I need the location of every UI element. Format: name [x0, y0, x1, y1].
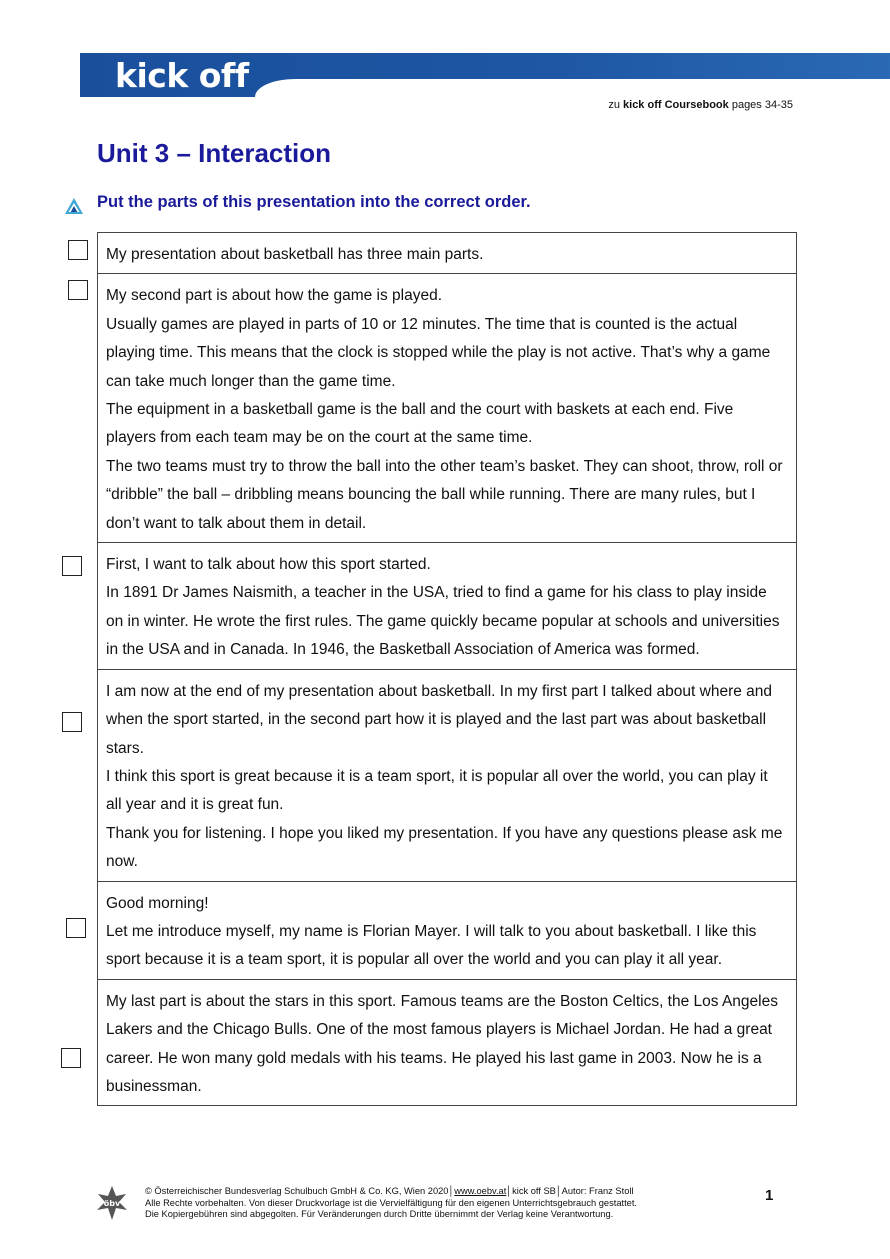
page-title: Unit 3 – Interaction [97, 138, 332, 168]
footer-legal: © Österreichischer Bundesverlag Schulbuch GmbH & Co. KG, Wien 2020│www.oebv.at│kick off SB│Autor: Franz Stoll Alle Rechte vorbehalten. Von dieser Druckvorlage ist die Vervielfältigung für den eigenen Unterrichtsgebrauch gestattet. Die Kopiergebühren sind abgegolten. Für Veränderungen durch Dritte übernimmt der Verlag keine Verantwortung. [145, 1186, 637, 1219]
part-how-game-is-played: My second part is about how the game is played. Usually games are played in parts of 10 or 12 minutes. The time that is counted is the actual playing time. This means that the clock is stopped while the play is not active. That’s why a game can take much longer than the game time. The equipment in a basketball game is the ball and the court with baskets at each end. Five players from each team may be on the court at the same time. The two teams must try to throw the ball into the other team’s basket. They can shoot, throw, roll or “dribble” the ball – dribbling means bouncing the ball while running. There are many rules, but I don’t want to talk about them in detail. [98, 274, 796, 543]
part-how-sport-started: First, I want to talk about how this sport started. In 1891 Dr James Naismith, a teacher in the USA, tried to find a game for his class to play inside on in winter. He wrote the first rules. The game quickly became popular at schools and universities in the USA and in Canada. In 1946, the Basketball Association of America was formed. [98, 543, 796, 670]
svg-text:öbv: öbv [103, 1199, 121, 1208]
order-checkbox-4[interactable] [62, 712, 82, 732]
order-checkbox-5[interactable] [66, 918, 86, 938]
difficulty-triangle-icon [64, 197, 84, 215]
oebv-link[interactable]: www.oebv.at [454, 1186, 507, 1196]
coursebook-reference: zu kick off Coursebook pages 34-35 [608, 99, 793, 111]
order-checkbox-1[interactable] [68, 240, 88, 260]
presentation-parts-table [97, 232, 797, 1106]
part-stars: My last part is about the stars in this sport. Famous teams are the Boston Celtics, the Los Angeles Lakers and the Chicago Bulls. One of the most famous players is Michael Jordan. He had a great career. He won many gold medals with his teams. He played his last game in 2003. Now he is a businessman. [98, 980, 796, 1107]
part-greeting: Good morning! Let me introduce myself, my name is Florian Mayer. I will talk to you about basketball. I like this sport because it is a team sport, it is popular all over the world and you can play it all year. [98, 882, 796, 980]
page-number: 1 [765, 1187, 774, 1204]
order-checkbox-6[interactable] [61, 1048, 81, 1068]
order-checkbox-2[interactable] [68, 280, 88, 300]
task-instruction: Put the parts of this presentation into the correct order. [97, 193, 531, 211]
oebv-logo [96, 1186, 128, 1220]
order-checkbox-3[interactable] [62, 556, 82, 576]
part-intro-overview: My presentation about basketball has three main parts. [98, 233, 796, 274]
kick-off-logo: kick off [115, 56, 249, 95]
part-conclusion: I am now at the end of my presentation about basketball. In my first part I talked about where and when the sport started, in the second part how it is played and the last part was about basketball stars. I think this sport is great because it is a team sport, it is popular all over the world, you can play it all year and it is great fun. Thank you for listening. I hope you liked my presentation. If you have any questions please ask me now. [98, 670, 796, 882]
